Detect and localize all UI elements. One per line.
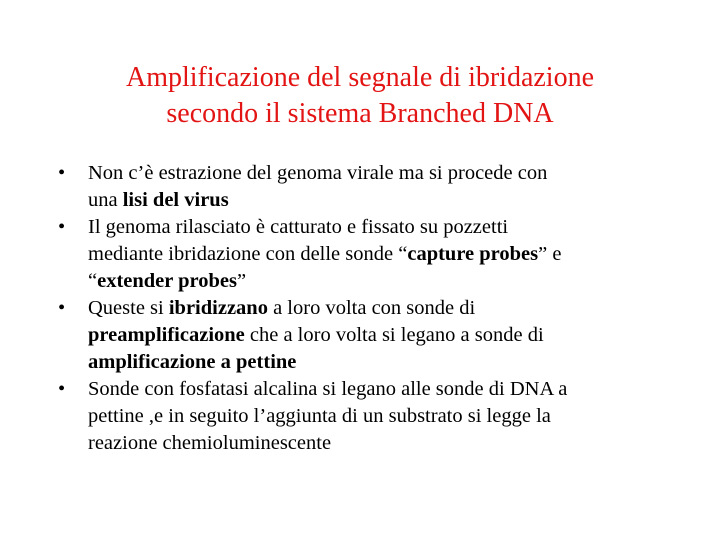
bullet-1-bold-text: lisi del virus: [122, 189, 229, 211]
bullet-2-text-tail: ” e: [538, 243, 562, 265]
bullet-4-line-2: pettine ,e in seguito l’aggiunta di un substrato si legge la: [88, 405, 551, 427]
title-line-1: Amplificazione del segnale di ibridazione: [125, 62, 595, 93]
slide-title: [60, 60, 660, 132]
bullet-3-line-1: [88, 295, 668, 322]
bullet-2-open-quote: “: [88, 270, 98, 292]
bullet-3-text-tail: a loro volta con sonde di: [267, 297, 476, 319]
bullet-2-text: mediante ibridazione con delle sonde “: [88, 243, 408, 265]
bullet-2-bold-extender-probes: extender probes: [97, 270, 237, 292]
bullet-item-4: [58, 376, 668, 457]
bullet-2-line-1: Il genoma rilasciato è catturato e fissato su pozzetti: [88, 216, 509, 238]
bullet-3-bold-ibridizzano: ibridizzano: [168, 297, 268, 319]
bullet-list: [58, 160, 668, 457]
bullet-dot-icon: •: [58, 216, 66, 238]
bullet-4-line-1: Sonde con fosfatasi alcalina si legano alle sonde di DNA a: [88, 378, 568, 400]
bullet-3-line-3: amplificazione a pettine: [88, 351, 297, 373]
title-line-2: secondo il sistema Branched DNA: [166, 98, 554, 129]
bullet-2-line-2: [88, 241, 668, 268]
bullet-3-text: Queste si: [88, 297, 169, 319]
bullet-1-line-1: Non c’è estrazione del genoma virale ma si procede con: [88, 162, 548, 184]
bullet-dot-icon: •: [58, 378, 66, 400]
bullet-dot-icon: •: [58, 297, 66, 319]
bullet-dot-icon: •: [58, 162, 66, 184]
bullet-2-bold-capture-probes: capture probes: [407, 243, 539, 265]
bullet-3-bold-preamplificazione: preamplificazione: [88, 324, 245, 346]
bullet-3-line-2: [88, 322, 668, 349]
bullet-1-text: una: [88, 189, 123, 211]
bullet-4-line-3: reazione chemioluminescente: [88, 432, 332, 454]
bullet-item-2: [58, 214, 668, 295]
bullet-1-line-2: [88, 187, 668, 214]
bullet-3-text-2: che a loro volta si legano a sonde di: [244, 324, 544, 346]
bullet-2-line-3: [88, 268, 668, 295]
bullet-2-close-quote: ”: [237, 270, 247, 292]
bullet-item-1: [58, 160, 668, 214]
bullet-item-3: [58, 295, 668, 376]
